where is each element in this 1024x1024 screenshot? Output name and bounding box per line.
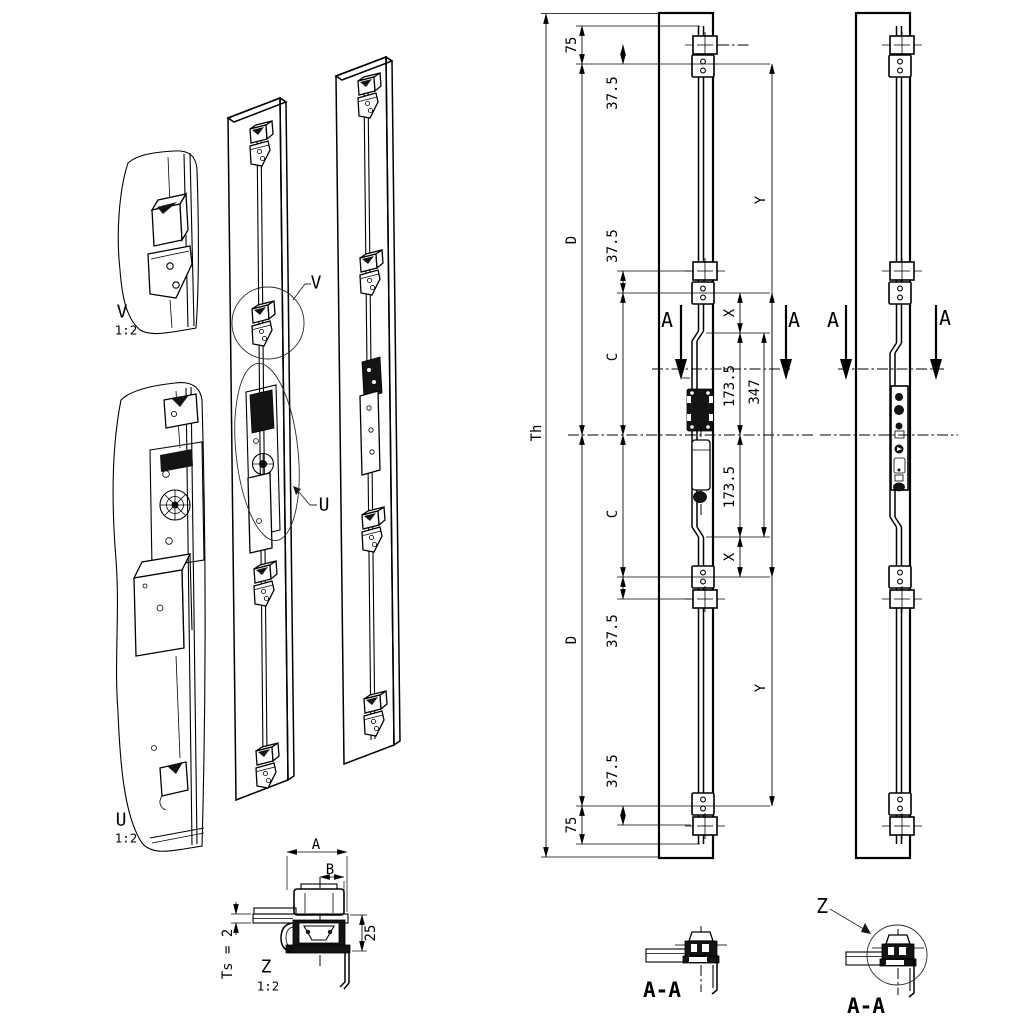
dim-37-5-3: 37.5 bbox=[605, 614, 621, 648]
dim-th: Th bbox=[529, 424, 545, 442]
callout-u-label: U bbox=[318, 494, 330, 516]
detail-v-view bbox=[115, 151, 199, 338]
dim-75-top: 75 bbox=[564, 36, 580, 54]
section-arrow-label-a2: A bbox=[787, 308, 801, 332]
dim-37-5-1: 37.5 bbox=[605, 76, 621, 110]
dim-d-bottom: D bbox=[564, 635, 580, 645]
elevation-front-view bbox=[529, 13, 815, 858]
callout-v-label: V bbox=[310, 272, 322, 294]
detail-z-scale: 1:2 bbox=[256, 978, 280, 994]
dim-ts: Ts = 2 bbox=[220, 928, 236, 980]
dim-x-bottom: X bbox=[722, 552, 738, 562]
detail-v-scale: 1:2 bbox=[114, 322, 138, 338]
dim-d-top: D bbox=[564, 235, 580, 245]
dim-347: 347 bbox=[747, 379, 763, 405]
dim-37-5-4: 37.5 bbox=[605, 754, 621, 788]
dim-c-top: C bbox=[605, 352, 621, 362]
dim-37-5-2: 37.5 bbox=[605, 229, 621, 263]
elevation-side-view bbox=[820, 13, 958, 858]
dim-173-5-top: 173.5 bbox=[722, 364, 738, 408]
detail-u-view bbox=[113, 383, 205, 852]
isometric-rail-2 bbox=[336, 57, 400, 764]
dim-x-top: X bbox=[722, 308, 738, 318]
lock-cylinder bbox=[692, 440, 710, 490]
isometric-rail-1 bbox=[227, 98, 330, 802]
detail-z-label: Z bbox=[260, 956, 272, 978]
section-arrow-label-a4: A bbox=[938, 306, 952, 330]
dim-25: 25 bbox=[363, 924, 379, 942]
gearbox bbox=[687, 389, 713, 431]
dim-173-5-bottom: 173.5 bbox=[722, 465, 738, 509]
callout-z-label: Z bbox=[815, 894, 829, 918]
dim-y-top: Y bbox=[753, 195, 769, 205]
detail-u-scale: 1:2 bbox=[114, 830, 138, 846]
detail-u-label: U bbox=[115, 809, 127, 831]
dim-75-bottom: 75 bbox=[564, 816, 580, 834]
detail-z-view bbox=[220, 837, 379, 994]
dim-c-bottom: C bbox=[605, 509, 621, 519]
section-aa-view-1 bbox=[643, 926, 727, 1002]
section-aa-title-2: A-A bbox=[847, 994, 885, 1018]
dim-a: A bbox=[311, 837, 321, 853]
dim-y-bottom: Y bbox=[753, 683, 769, 693]
section-arrow-label-a1: A bbox=[660, 308, 674, 332]
detail-v-label: V bbox=[116, 301, 128, 323]
dim-b: B bbox=[325, 862, 335, 878]
section-aa-title-1: A-A bbox=[643, 978, 681, 1002]
section-arrow-label-a3: A bbox=[826, 308, 840, 332]
section-aa-view-2 bbox=[816, 894, 927, 1018]
